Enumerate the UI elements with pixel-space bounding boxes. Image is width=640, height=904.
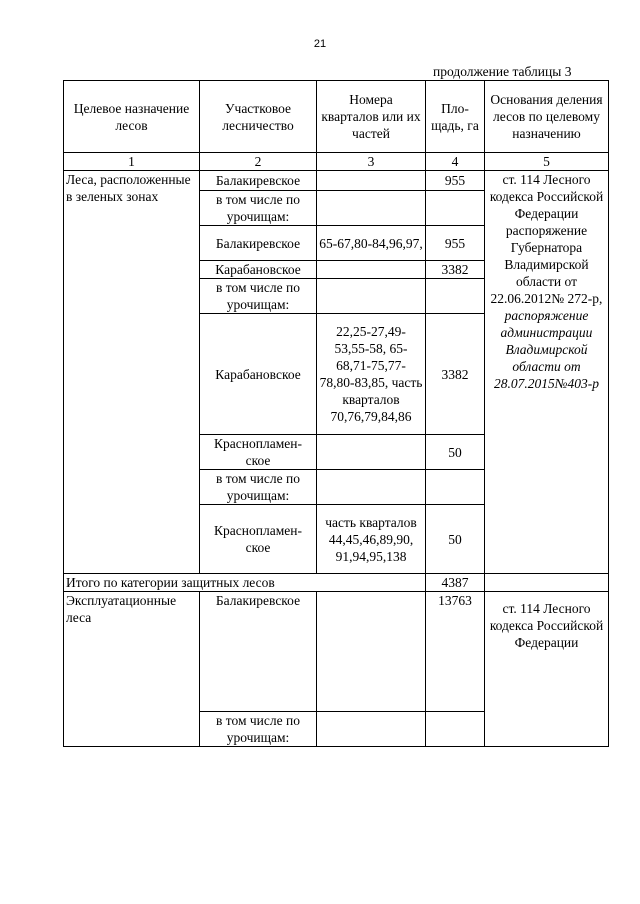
district-cell: в том числе по урочищам:	[200, 712, 317, 747]
quarters-cell: часть кварталов 44,45,46,89,90, 91,94,95,138	[317, 505, 426, 574]
basis-cell	[485, 171, 609, 574]
area-cell: 50	[426, 435, 485, 470]
area-cell: 3382	[426, 261, 485, 279]
area-cell: 955	[426, 226, 485, 261]
district-cell: Краснопламен-ское	[200, 435, 317, 470]
header-quarters: Номера кварталов или их частей	[317, 81, 426, 153]
total-row	[64, 574, 609, 592]
quarters-cell	[317, 470, 426, 505]
district-cell: Карабановское	[200, 314, 317, 435]
purpose-cell: Эксплуатационные леса	[64, 592, 200, 747]
header-row	[64, 81, 609, 153]
area-cell: 955	[426, 171, 485, 191]
total-basis-empty	[485, 574, 609, 592]
total-value: 4387	[426, 574, 485, 592]
total-label: Итого по категории защитных лесов	[64, 574, 426, 592]
area-cell	[426, 279, 485, 314]
quarters-cell: 65-67,80-84,96,97,	[317, 226, 426, 261]
header-purpose: Целевое назначение лесов	[64, 81, 200, 153]
area-cell	[426, 470, 485, 505]
basis-text: ст. 114 Лесного кодекса Российской Федерации распоряжение Губернатора Владимирской области от 22.06.2012№ 272-р,	[489, 172, 604, 306]
table-row	[64, 171, 609, 191]
quarters-cell	[317, 171, 426, 191]
district-cell: Краснопламен-ское	[200, 505, 317, 574]
table-row	[64, 592, 609, 712]
area-cell: 13763	[426, 592, 485, 712]
header-district: Участковое лесничество	[200, 81, 317, 153]
column-number: 2	[200, 153, 317, 171]
quarters-cell	[317, 279, 426, 314]
district-cell: Карабановское	[200, 261, 317, 279]
header-area: Пло-щадь, га	[426, 81, 485, 153]
district-cell: в том числе по урочищам:	[200, 470, 317, 505]
quarters-cell	[317, 435, 426, 470]
area-cell	[426, 712, 485, 747]
column-number-row	[64, 153, 609, 171]
district-cell: Балакиревское	[200, 592, 317, 712]
district-cell: Балакиревское	[200, 226, 317, 261]
district-cell: в том числе по урочищам:	[200, 279, 317, 314]
quarters-cell: 22,25-27,49-53,55-58, 65-68,71-75,77-78,80-83,85, часть кварталов 70,76,79,84,86	[317, 314, 426, 435]
continuation-label: продолжение таблицы 3	[433, 64, 572, 79]
basis-cell: ст. 114 Лесного кодекса Российской Федерации	[485, 592, 609, 747]
purpose-cell: Леса, расположенные в зеленых зонах	[64, 171, 200, 574]
forest-purpose-table	[63, 80, 609, 747]
column-number: 1	[64, 153, 200, 171]
page-number: 21	[313, 38, 327, 50]
quarters-cell	[317, 191, 426, 226]
column-number: 4	[426, 153, 485, 171]
quarters-cell	[317, 592, 426, 712]
quarters-cell	[317, 261, 426, 279]
district-cell: в том числе по урочищам:	[200, 191, 317, 226]
area-cell: 50	[426, 505, 485, 574]
column-number: 3	[317, 153, 426, 171]
district-cell: Балакиревское	[200, 171, 317, 191]
basis-text-italic: распоряжение администрации Владимирской области от 28.07.2015№403-р	[494, 308, 599, 391]
column-number: 5	[485, 153, 609, 171]
area-cell	[426, 191, 485, 226]
header-basis: Основания деления лесов по целевому назначению	[485, 81, 609, 153]
quarters-cell	[317, 712, 426, 747]
area-cell: 3382	[426, 314, 485, 435]
